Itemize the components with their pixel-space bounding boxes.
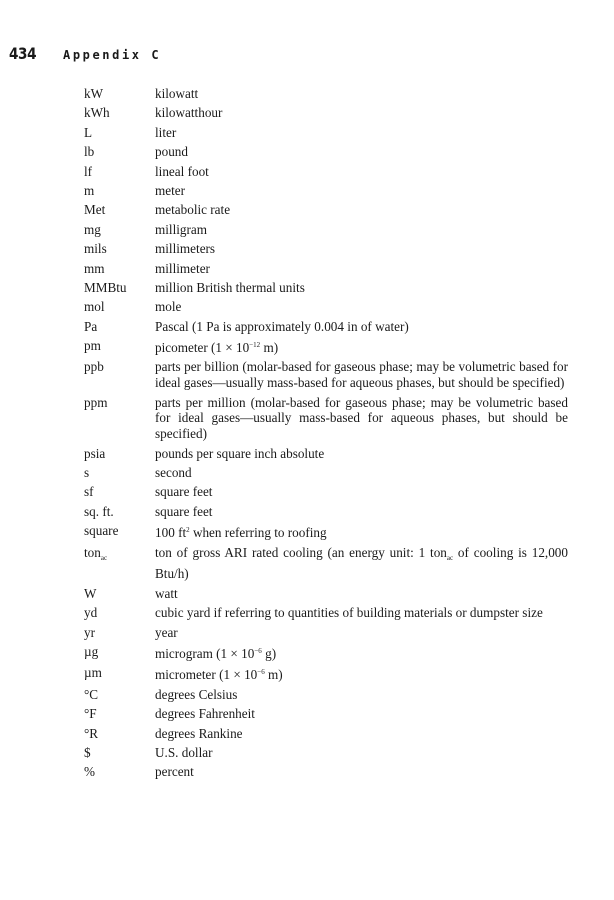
term: ppm	[84, 394, 108, 410]
list-item	[84, 586, 568, 602]
exponent: −12	[249, 341, 261, 350]
list-item	[84, 125, 568, 141]
list-item	[84, 86, 568, 102]
term: ppb	[84, 359, 104, 375]
list-item	[84, 545, 568, 583]
definition: parts per million (molar-based for gaseous phase; may be volumetric based for ideal gases—usually mass-based for aqueous phases, but should be specified)	[155, 394, 568, 442]
term: kW	[84, 86, 104, 101]
definition-text: 100 ft	[155, 525, 187, 541]
definition: Pascal (1 Pa is approximately 0.004 in of water)	[155, 318, 409, 334]
term	[84, 545, 155, 583]
exponent: −6	[257, 668, 265, 677]
term: pm	[84, 338, 101, 354]
list-item	[84, 446, 568, 462]
list-item	[84, 280, 568, 296]
definition-text: microgram (1 × 10	[155, 645, 255, 661]
term: lf	[84, 163, 93, 179]
term: mol	[84, 299, 105, 315]
list-item	[84, 164, 568, 180]
list-item	[84, 745, 568, 761]
definition	[155, 523, 568, 541]
exponent: −6	[254, 646, 262, 655]
list-item	[84, 523, 568, 541]
definition	[155, 644, 568, 662]
term: sq. ft.	[84, 503, 114, 519]
definition	[155, 545, 568, 583]
definition-text: when referring to roofing	[189, 525, 327, 541]
term: °C	[84, 686, 99, 702]
definition: year	[155, 624, 178, 640]
term: square	[84, 523, 119, 539]
term: µg	[84, 643, 99, 659]
definition: square feet	[155, 484, 213, 500]
definition-text: m)	[260, 340, 279, 356]
definition: million British thermal units	[155, 279, 305, 295]
list-item	[84, 665, 568, 683]
list-item	[84, 299, 568, 315]
definition-text: of cooling is 12,000 Btu/h)	[155, 544, 568, 582]
definition: milligram	[155, 221, 208, 237]
list-item	[84, 241, 568, 257]
term: yr	[84, 624, 95, 640]
term: µm	[84, 665, 102, 681]
definition: cubic yard if referring to quantities of building materials or dumpster size	[155, 605, 543, 621]
list-item	[84, 183, 568, 199]
definition: parts per billion (molar-based for gaseous phase; may be volumetric based for ideal gases—usually mass-based for aqueous phases, but should be specified)	[155, 359, 568, 391]
term: °R	[84, 725, 99, 741]
definition	[155, 338, 568, 356]
definition-text: g)	[261, 645, 277, 661]
term: mils	[84, 241, 107, 257]
definition: mole	[155, 299, 182, 315]
term: lb	[84, 144, 95, 160]
definition: millimeter	[155, 260, 210, 276]
definition-text: ton of gross ARI rated cooling (an energy unit: 1 ton	[155, 544, 447, 560]
definition: liter	[155, 124, 177, 140]
term: yd	[84, 605, 98, 621]
term: $	[84, 744, 91, 760]
definition: degrees Celsius	[155, 686, 238, 702]
definition: meter	[155, 182, 186, 198]
definition: kilowatt	[155, 86, 199, 101]
definition: square feet	[155, 503, 213, 519]
list-item	[84, 687, 568, 703]
term: L	[84, 124, 93, 140]
term: W	[84, 585, 97, 601]
definition: percent	[155, 764, 194, 780]
list-item	[84, 319, 568, 335]
page-number: 434	[9, 44, 37, 63]
definition	[155, 665, 568, 683]
list-item	[84, 726, 568, 742]
term: m	[84, 182, 95, 198]
list-item	[84, 465, 568, 481]
term: psia	[84, 445, 106, 461]
list-item	[84, 338, 568, 356]
list-item	[84, 395, 568, 442]
term: Pa	[84, 318, 98, 334]
definition: U.S. dollar	[155, 744, 213, 760]
list-item	[84, 504, 568, 520]
abbreviation-list	[84, 86, 568, 784]
page-header	[9, 44, 161, 63]
term: %	[84, 764, 95, 780]
definition-text: micrometer (1 × 10	[155, 667, 258, 683]
list-item	[84, 202, 568, 218]
list-item	[84, 144, 568, 160]
subscript: ac	[446, 553, 454, 562]
definition-text: m)	[264, 667, 283, 683]
exponent: 2	[186, 526, 190, 535]
definition: pounds per square inch absolute	[155, 445, 325, 461]
definition: millimeters	[155, 241, 216, 257]
term: kWh	[84, 105, 110, 121]
list-item	[84, 625, 568, 641]
term-text: ton	[84, 544, 101, 560]
definition: lineal foot	[155, 163, 209, 179]
list-item	[84, 644, 568, 662]
definition: degrees Fahrenheit	[155, 706, 255, 722]
list-item	[84, 222, 568, 238]
term: sf	[84, 484, 94, 500]
term: mm	[84, 260, 105, 276]
definition: watt	[155, 585, 178, 601]
list-item	[84, 764, 568, 780]
list-item	[84, 706, 568, 722]
list-item	[84, 605, 568, 621]
list-item	[84, 261, 568, 277]
term: MMBtu	[84, 279, 127, 295]
list-item	[84, 484, 568, 500]
subscript: ac	[100, 553, 108, 562]
definition: kilowatthour	[155, 105, 223, 121]
definition: second	[155, 465, 192, 481]
definition: pound	[155, 144, 188, 160]
list-item	[84, 105, 568, 121]
list-item	[84, 359, 568, 391]
running-title: Appendix C	[63, 48, 162, 62]
term: Met	[84, 202, 106, 218]
term: °F	[84, 706, 97, 722]
term: s	[84, 465, 90, 481]
definition-text: picometer (1 × 10	[155, 340, 250, 356]
term: mg	[84, 221, 101, 237]
definition: degrees Rankine	[155, 725, 243, 741]
definition: metabolic rate	[155, 202, 231, 218]
